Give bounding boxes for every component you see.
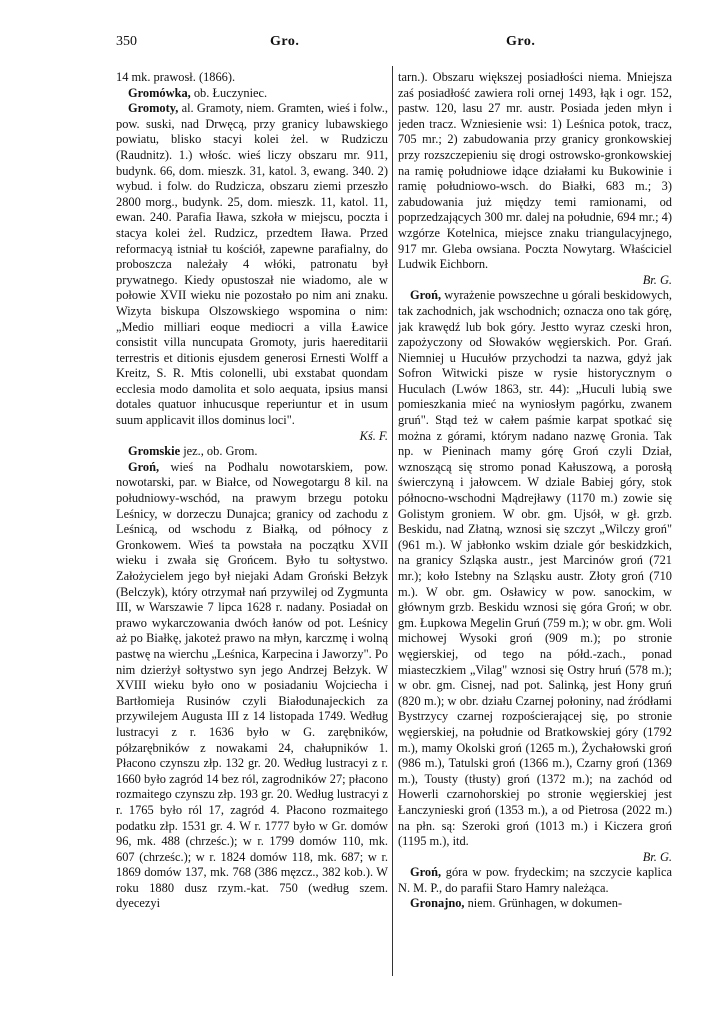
dictionary-entry xyxy=(398,70,672,288)
entry-headword: Groń, xyxy=(410,288,442,303)
dictionary-entry xyxy=(398,896,672,912)
entry-headword: Gronajno, xyxy=(410,896,465,911)
entry-text: ob. Łuczyniec. xyxy=(190,85,268,100)
dictionary-entry xyxy=(116,70,388,86)
column-divider xyxy=(392,66,393,976)
entry-text: 14 mk. prawosł. (1866). xyxy=(116,70,236,84)
dictionary-entry xyxy=(116,444,388,460)
entry-headword: Gromoty, xyxy=(128,101,179,116)
entry-text: niem. Grünhagen, w dokumen- xyxy=(464,896,623,911)
entry-headword: Groń, xyxy=(410,865,442,880)
dictionary-entry xyxy=(116,101,388,444)
author-signature: Kś. F. xyxy=(359,428,388,443)
left-column xyxy=(116,70,388,978)
running-head-left: Gro. xyxy=(270,34,300,49)
right-column xyxy=(398,70,672,978)
entry-text: al. Gramoty, niem. Gramten, wieś i folw., pow. suski, nad Drwęcą, przy granicy lubawskiego powiatu, blisko stacyi kolei żel. w Rudziczu (Raudnitz). 1.) włośc. wieś liczy obszaru mr. 911, budynk. 66, dom. mieszk. 31, katol. 3, ewang. 340. 2) wybud. i folw. do Rudzicza, obszaru ziemi przeszło 2800 morg., budynk. 25, dom. mieszk. 11, katol. 11, ewan. 240. Parafia Iława, szkoła w miejscu, poczta i stacya kolei żel. Rudzicz, przedtem Iława. Przed reformacyą istniał tu kościół, zapewne parafialny, do proboszcza należały 4 włóki, patronatu był prywatnego. Kiedy opustoszał nie wiadomo, ale w połowie XVII wieku nie pozostało po nim ani znaku. Wizyta biskupa Olszowskiego wspomina o nim: „Medio milliari eoque mediocri a villa Ławice consistit villa nuncupata Gromoty, juris haereditarii terrestris et ditionis ejusdem generosi Ernesti Wolff a Kreitz, S. R. Mtis colonelli, ubi exstabat quondam ecclesia modo damolita et solo aequata, ipsius mansi dotales quatuor inhucusque reperiuntur et in usum suum applicavit illos dominus loci". xyxy=(116,101,388,428)
entry-text: wieś na Podhalu nowotarskiem, pow. nowotarski, par. w Białce, od Nowegotargu 8 kil. na południowy-wschód, na prawym brzegu potoku Leśnicy, w dorzeczu Dunajca; granicy od zachodu z Leśnicą, od wschodu z Białką, od północy z Gronkowem. Wieś ta powstała na początku XVII wieku i zwała się Grońcem. Było tu sołtystwo. Założycielem jego był niejaki Adam Groński Bełzyk (Belczyk), który otrzymał nań przywilej od Zygmunta III, w Warszawie 7 lipca 1628 r. nadany. Posiadał on prawo wykarczowania dwóch łanów od pot. Leśnicy aż po Białkę, jakoteż prawo na młyn, karczmę i wolną pastwę na wierchu „Leśnica, Karpecina i Jaworzy". Po nim dzierżył sołtystwo syn jego Andrzej Bełzyk. W XVIII wieku było ono w posiadaniu Wojciecha i Bartłomieja Rusinów czyli Białodunajeckich za przywilejem Augusta III z 14 listopada 1749. Według lustracyi z r. 1636 było w G. zarębników, półzarębników z nowakami 24, chałupników 1. Płacono czynszu złp. 132 gr. 20. Według lustracyi z r. 1660 było zagród 14 bez ról, zagrodników 27; płacono rozmaitego czynszu złp. 193 gr. 20. Według lustracyi z r. 1765 było ról 17, zagród 4. Płacono rozmaitego podatku złp. 1531 gr. 4. W r. 1777 było w Gr. domów 96, mk. 488 (chrześc.); w r. 1799 domów 110, mk. 607 (chrześc.); w r. 1824 domów 118, mk. 687; w r. 1869 domów 137, mk. 768 (386 męzcz., 382 kob.). W roku 1880 dusz rzym.-kat. 750 (według szem. dyecezyi xyxy=(116,459,388,911)
entry-headword: Groń, xyxy=(128,459,160,474)
entry-text: góra w pow. frydeckim; na szczycie kaplica N. M. P., do parafii Staro Hamry należąca. xyxy=(398,865,672,895)
entry-text: wyrażenie powszechne u górali beskidowych, tak zachodnich, jak wschodnich; oznacza ono tak górę, jak krawędź lub bok góry. Jestto wyraz czeski hron, zapożyczony od Słowaków węgierskich. Por. Grań. Niemniej u Hucułów przychodzi ta nazwa, gdyż jak Sofron Witwicki pisze w rysie historycznym o Huculach (Lwów 1863, str. 44): „Huculi lubią swe pomieszkania mieć na wyniosłym pagórku, zwanem gruń". Stąd też w całem paśmie karpat spotkać się można z górami, którym nadano nazwę Gronia. Tak np. w Pieninach mamy górę Groń czyli Dział, wznoszącą się stromo ponad Kałuszową, a porosłą świerczyną i jałowcem. W dziale Babiej góry, stok północno-wschodni Mądrejławy (1170 m.) zowie się Golistym groniem. W obr. gm. Ujsół, w gł. grzb. Beskidu, nad Złatną, wznosi się szczyt „Wilczy groń" (961 m.). W jabłonko wskim dziale gór beskidzkich, na granicy Szląska austr., jest Marcinów groń (721 mr.); koło Istebny na Szląsku austr. Złoty groń (710 m.). W obr. gm. Osławicy w pow. sanockim, w głównym grzb. Beskidu wznosi się góra Groń; w obr. gm. Łupkowa Megelin Gruń (759 m.); w obr. gm. Woli michowej Wysoki groń (909 m.); po stronie węgierskiej, od tego na półd.-zach., ponad miasteczkiem „Vilag" wznosi się Ostry hruń (578 m.); w obr. gm. Cisnej, nad pot. Salinką, jest Hony gruń (820 m.); w obr. działu Czarnej połoniny, nad źródłami Bystrzycy czarnej rozpościerającej się, po stronie węgierskiej, na południe od Bratkowskiej góry (1792 m.), mamy Okolski groń (1265 m.), Żychałowski groń (986 m.), Tatulski groń (1366 m.), Czarny groń (1369 m.), Tousty (tłusty) groń (1372 m.); na zachód od Howerli czarnohorskiej po stronie węgierskiej jest Łanczynieski groń (1353 m.), a od Pietrosa (2022 m.) na płn. są: Szeroki groń (1013 m.) i Kiczera groń (1195 m.), itd. xyxy=(398,288,672,849)
page-header xyxy=(116,34,684,54)
entry-headword: Gromskie xyxy=(128,444,181,459)
entry-text: jez., ob. Grom. xyxy=(180,444,258,459)
dictionary-entry xyxy=(398,865,672,896)
dictionary-entry xyxy=(398,288,672,865)
entry-headword: Gromówka, xyxy=(128,85,191,100)
author-signature: Br. G. xyxy=(642,272,672,287)
dictionary-entry xyxy=(116,86,388,102)
dictionary-entry xyxy=(116,460,388,912)
page-number: 350 xyxy=(116,34,137,49)
author-signature: Br. G. xyxy=(642,849,672,864)
entry-text: tarn.). Obszaru większej posiadłości niema. Mniejsza zaś posiadłość zawiera roli ornej 1493, łąk i ogr. 152, pastw. 120, lasu 27 mr. austr. Posiada jeden młyn i jeden tracz. Wzniesienie wsi: 1) Leśnica potok, tracz, 705 mr.; 2) zabudowania przy granicy gronkowskiej przy rozszczepieniu się drogi ostrowsko-gronkowskiej na ramię południowe idące działami ku Bukowinie i ramię południowo-wsch. do Białki, 683 m.; 3) zabudowania już między temi ramionami, od poprzedzających 300 mr. dalej na południe, 694 mr.; 4) wzgórze Kotelnica, miejsce znaku triangulacyjnego, 917 mr. Gleba owsiana. Poczta Nowytarg. Właściciel Ludwik Eichborn. xyxy=(398,70,672,272)
running-head-right: Gro. xyxy=(506,34,536,49)
